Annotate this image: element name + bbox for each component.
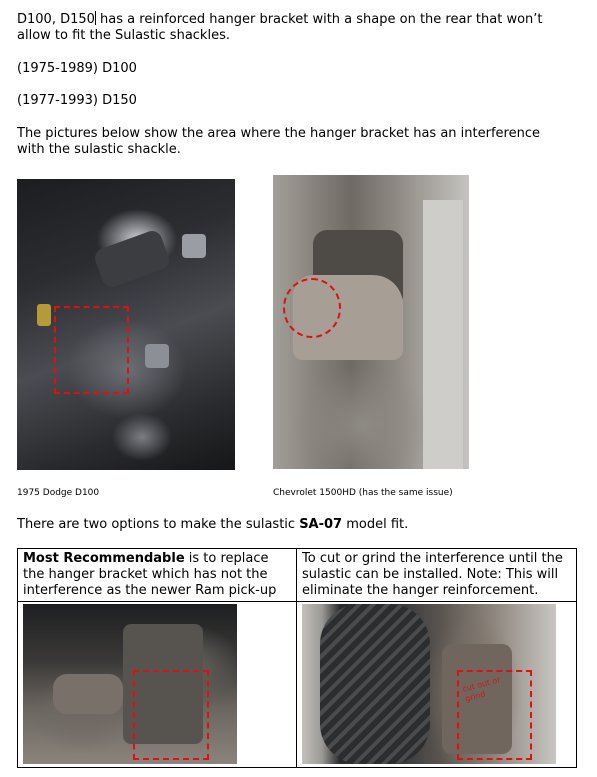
frame-wall <box>423 200 463 469</box>
bolt-head <box>182 234 206 258</box>
nut <box>145 344 169 368</box>
pictures-note: The pictures below show the area where the hanger bracket has an interference with the sulastic shackle. <box>17 126 540 157</box>
options-intro <box>17 517 408 533</box>
dodge-d100-photo <box>17 179 235 470</box>
options-intro-after: model fit. <box>342 517 409 532</box>
option-alternative-cell <box>297 549 577 602</box>
dodge-caption: 1975 Dodge D100 <box>17 488 100 498</box>
brass-fitting <box>37 304 51 326</box>
cut-out-grind-label: cut out or grind <box>461 675 502 704</box>
options-intro-before: There are two options to make the sulastic <box>17 517 300 532</box>
options-table <box>17 548 577 768</box>
intro-models: D100, D150 <box>17 12 95 27</box>
bushing-shape <box>92 228 171 290</box>
intro-paragraph <box>17 11 577 44</box>
interference-circle <box>283 278 341 338</box>
chevrolet-1500hd-photo <box>273 175 469 469</box>
interference-frame <box>54 306 129 394</box>
ram-hanger-photo <box>23 604 237 764</box>
year-d150: (1977-1993) D150 <box>17 93 137 108</box>
option-recommended-cell <box>18 549 297 602</box>
year-d100: (1975-1989) D100 <box>17 61 137 76</box>
option-recommended-bold: Most Recommendable <box>23 551 185 566</box>
option-alternative-text: To cut or grind the interference until the sulastic can be installed. Note: This will eliminate the hanger reinforcement. <box>302 551 563 598</box>
model-number: SA-07 <box>299 517 343 532</box>
leaf-spring-eye <box>53 674 123 714</box>
cut-grind-photo <box>302 604 556 764</box>
intro-text: has a reinforced hanger bracket with a shape on the rear that won’t allow to fit the Sulastic shackles. <box>17 12 543 43</box>
tire <box>320 604 430 764</box>
chevrolet-caption: Chevrolet 1500HD (has the same issue) <box>273 488 453 498</box>
option-recommended-text: is to replace the hanger bracket which has not the interference as the newer Ram pick-up <box>23 551 277 598</box>
recommended-frame <box>133 670 209 760</box>
recommended-photo-cell <box>18 602 297 768</box>
alternative-photo-cell <box>297 602 577 768</box>
